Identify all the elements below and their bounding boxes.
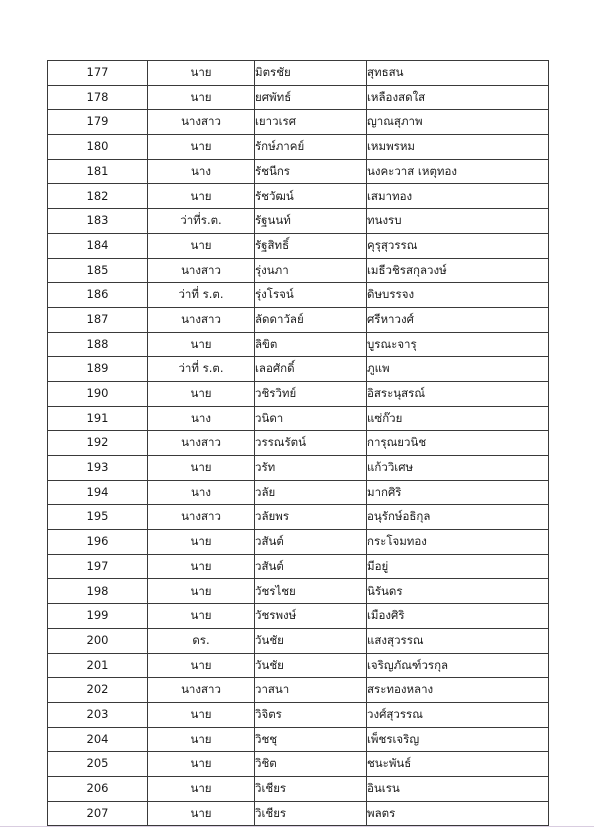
last-name: อนุรักษ์อธิกุล (367, 505, 549, 530)
row-number: 199 (48, 604, 148, 629)
row-number: 194 (48, 480, 148, 505)
first-name: วชิรวิทย์ (255, 381, 367, 406)
name-title: นางสาว (148, 431, 255, 456)
table-row (48, 678, 549, 703)
row-number: 204 (48, 727, 148, 752)
last-name: ดิษบรรจง (367, 283, 549, 308)
row-number: 201 (48, 653, 148, 678)
last-name: แสงสุวรรณ (367, 628, 549, 653)
last-name: กระโจมทอง (367, 530, 549, 555)
name-title: นางสาว (148, 505, 255, 530)
table-row (48, 530, 549, 555)
first-name: ยศพัทธ์ (255, 85, 367, 110)
name-title: ว่าที่ ร.ต. (148, 357, 255, 382)
row-number: 203 (48, 702, 148, 727)
last-name: เสมาทอง (367, 184, 549, 209)
name-title: ว่าที่ ร.ต. (148, 283, 255, 308)
name-title: นาย (148, 530, 255, 555)
first-name: วิชิต (255, 752, 367, 777)
table-row (48, 579, 549, 604)
first-name: รุ่งโรจน์ (255, 283, 367, 308)
table-row (48, 159, 549, 184)
row-number: 196 (48, 530, 148, 555)
last-name: เจริญภัณฑ์วรกุล (367, 653, 549, 678)
row-number: 180 (48, 135, 148, 160)
name-title: นาย (148, 727, 255, 752)
table-row (48, 209, 549, 234)
row-number: 200 (48, 628, 148, 653)
table-row (48, 431, 549, 456)
first-name: วสันต์ (255, 554, 367, 579)
last-name: แซ่ก๊วย (367, 406, 549, 431)
first-name: รุ่งนภา (255, 258, 367, 283)
table-row (48, 456, 549, 481)
name-title: นางสาว (148, 110, 255, 135)
last-name: ชนะพันธ์ (367, 752, 549, 777)
name-title: นาย (148, 61, 255, 86)
table-row (48, 628, 549, 653)
table-row (48, 505, 549, 530)
table-row (48, 85, 549, 110)
last-name: สุทธสน (367, 61, 549, 86)
table-row (48, 702, 549, 727)
row-number: 190 (48, 381, 148, 406)
last-name: วงศ์สุวรรณ (367, 702, 549, 727)
table-row (48, 480, 549, 505)
first-name: วลัยพร (255, 505, 367, 530)
first-name: วนิดา (255, 406, 367, 431)
first-name: รัชนีกร (255, 159, 367, 184)
first-name: วิจิตร (255, 702, 367, 727)
table-row (48, 307, 549, 332)
last-name: อิสระนุสรณ์ (367, 381, 549, 406)
last-name: ศรีหาวงศ์ (367, 307, 549, 332)
name-title: นาย (148, 233, 255, 258)
row-number: 177 (48, 61, 148, 86)
first-name: วาสนา (255, 678, 367, 703)
last-name: ญาณสุภาพ (367, 110, 549, 135)
name-title: นาย (148, 653, 255, 678)
row-number: 193 (48, 456, 148, 481)
first-name: วลัย (255, 480, 367, 505)
table-row (48, 61, 549, 86)
name-title: นาย (148, 456, 255, 481)
row-number: 188 (48, 332, 148, 357)
first-name: วัชรไชย (255, 579, 367, 604)
name-title: นาย (148, 776, 255, 801)
table-row (48, 110, 549, 135)
row-number: 192 (48, 431, 148, 456)
first-name: เลอศักดิ์ (255, 357, 367, 382)
first-name: รักษ์ภาคย์ (255, 135, 367, 160)
name-title: นางสาว (148, 307, 255, 332)
name-title: นาย (148, 579, 255, 604)
name-title: นาย (148, 604, 255, 629)
last-name: เมธีวชิรสกุลวงษ์ (367, 258, 549, 283)
name-title: นาง (148, 159, 255, 184)
first-name: วิเชียร (255, 776, 367, 801)
first-name: รัฐนนท์ (255, 209, 367, 234)
row-number: 182 (48, 184, 148, 209)
first-name: วัชรพงษ์ (255, 604, 367, 629)
first-name: เยาวเรศ (255, 110, 367, 135)
row-number: 195 (48, 505, 148, 530)
row-number: 181 (48, 159, 148, 184)
name-title: นาย (148, 184, 255, 209)
name-title: นาย (148, 135, 255, 160)
last-name: มีอยู่ (367, 554, 549, 579)
table-row (48, 233, 549, 258)
last-name: มากศิริ (367, 480, 549, 505)
row-number: 187 (48, 307, 148, 332)
last-name: เมืองศิริ (367, 604, 549, 629)
name-title: นาย (148, 332, 255, 357)
last-name: การุณยวนิช (367, 431, 549, 456)
name-title: นาย (148, 381, 255, 406)
last-name: เหลืองสดใส (367, 85, 549, 110)
name-title: นาง (148, 480, 255, 505)
last-name: ทนงรบ (367, 209, 549, 234)
table-row (48, 554, 549, 579)
first-name: รัชวัฒน์ (255, 184, 367, 209)
table-row (48, 727, 549, 752)
first-name: ลิขิต (255, 332, 367, 357)
name-roster-table (47, 60, 549, 826)
table-row (48, 801, 549, 826)
table-row (48, 332, 549, 357)
row-number: 186 (48, 283, 148, 308)
row-number: 185 (48, 258, 148, 283)
row-number: 178 (48, 85, 148, 110)
last-name: แก้ววิเศษ (367, 456, 549, 481)
first-name: วรรณรัตน์ (255, 431, 367, 456)
table-row (48, 604, 549, 629)
table-row (48, 381, 549, 406)
name-title: นาย (148, 554, 255, 579)
row-number: 183 (48, 209, 148, 234)
row-number: 189 (48, 357, 148, 382)
first-name: รัฐสิทธิ์ (255, 233, 367, 258)
row-number: 198 (48, 579, 148, 604)
table-row (48, 258, 549, 283)
first-name: ลัดดาวัลย์ (255, 307, 367, 332)
name-title: นางสาว (148, 258, 255, 283)
first-name: วิชชุ (255, 727, 367, 752)
first-name: วันชัย (255, 628, 367, 653)
row-number: 205 (48, 752, 148, 777)
last-name: นิรันดร (367, 579, 549, 604)
row-number: 202 (48, 678, 148, 703)
first-name: วสันต์ (255, 530, 367, 555)
first-name: มิตรชัย (255, 61, 367, 86)
row-number: 206 (48, 776, 148, 801)
first-name: วรัท (255, 456, 367, 481)
last-name: พลตร (367, 801, 549, 826)
table-row (48, 776, 549, 801)
table-row (48, 135, 549, 160)
roster-body (48, 61, 549, 826)
row-number: 184 (48, 233, 148, 258)
table-row (48, 653, 549, 678)
table-row (48, 406, 549, 431)
name-title: นางสาว (148, 678, 255, 703)
name-title: นาย (148, 702, 255, 727)
row-number: 179 (48, 110, 148, 135)
table-row (48, 184, 549, 209)
last-name: เพ็ชรเจริญ (367, 727, 549, 752)
table-row (48, 283, 549, 308)
first-name: วิเชียร (255, 801, 367, 826)
row-number: 207 (48, 801, 148, 826)
last-name: อินเรน (367, 776, 549, 801)
last-name: ภูแพ (367, 357, 549, 382)
name-title: นาย (148, 85, 255, 110)
last-name: เหมพรหม (367, 135, 549, 160)
name-title: นาย (148, 752, 255, 777)
last-name: คุรุสุวรรณ (367, 233, 549, 258)
last-name: นงคะวาส เหตุทอง (367, 159, 549, 184)
name-title: นาย (148, 801, 255, 826)
last-name: บูรณะจารุ (367, 332, 549, 357)
name-title: นาง (148, 406, 255, 431)
table-row (48, 752, 549, 777)
table-row (48, 357, 549, 382)
page-bottom-rule (0, 826, 594, 827)
last-name: สระทองหลาง (367, 678, 549, 703)
name-title: ว่าที่ร.ต. (148, 209, 255, 234)
name-title: ดร. (148, 628, 255, 653)
row-number: 197 (48, 554, 148, 579)
first-name: วันชัย (255, 653, 367, 678)
row-number: 191 (48, 406, 148, 431)
